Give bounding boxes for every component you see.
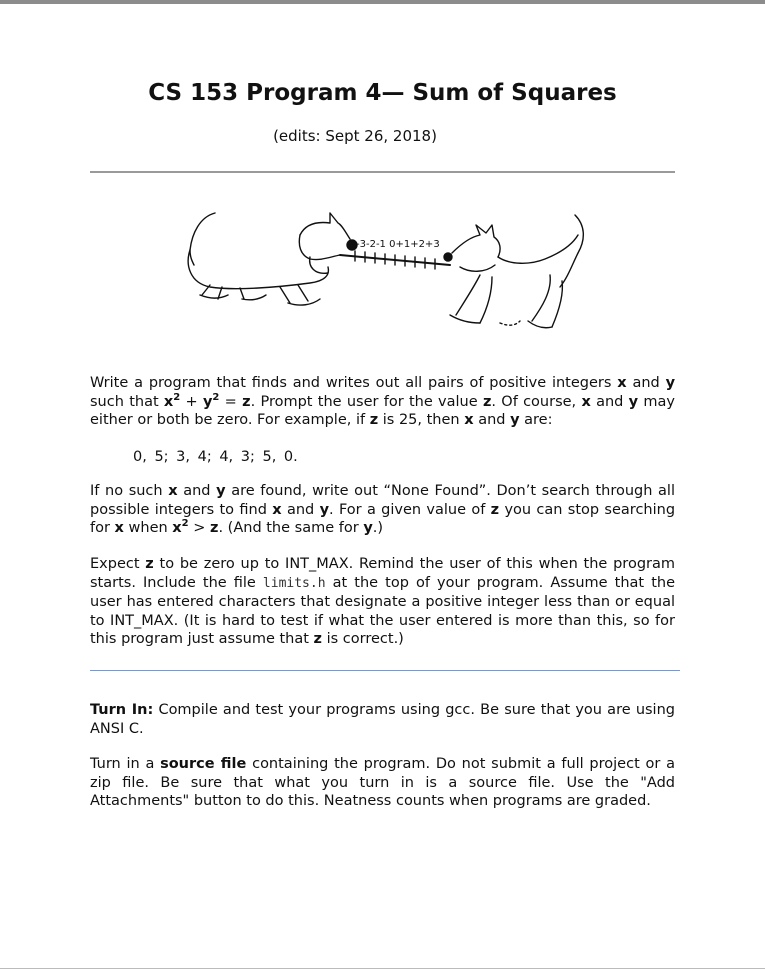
turn-in-label: Turn In: [90, 702, 154, 718]
right-dog-front-legs [456, 275, 492, 323]
intro-paragraph: Write a program that finds and writes out all pairs of positive integers x and y such that $x^2 + y^2 = z$. Prompt the user for the value z. Of course, x and y may either or both be zero. For example, if z is 25, then x and y are: [90, 375, 676, 428]
number-line-labels: -3-2-1 0+1+2+3 [356, 239, 440, 250]
none-found-paragraph: If no such x and y are found, write out “None Found”. Don’t search through all possible integers to find x and y. For a given value of z you can stop searching for x when $x^2 > z$. (And the same for y.) [90, 483, 676, 536]
right-dog-body [498, 235, 578, 263]
divider-bottom [90, 670, 680, 671]
submission-paragraph: Turn in a source file containing the program. Do not submit a full project or a zip file. Be sure that what you turn in is a source file. Use the "Add Attachments" button to do this. Neatness counts when programs are graded. [90, 756, 675, 809]
turn-in-paragraph: Turn In: Compile and test your programs using gcc. Be sure that you are using ANSI C. [90, 702, 675, 737]
right-dog-head [452, 225, 500, 257]
right-end-ball [444, 253, 452, 261]
limits-file-name: limits.h [262, 575, 326, 591]
edits-date: (edits: Sept 26, 2018) [273, 127, 437, 145]
top-border [0, 0, 765, 4]
left-dog-body [188, 250, 328, 289]
left-dog-head [300, 213, 350, 239]
int-max-paragraph: Expect z to be zero up to INT_MAX. Remind the user of this when the program starts. Include the file limits.h at the top of your program. Assume that the user has entered characters that designate a positive integer less than or equal to INT_MAX. (It is hard to test if what the user entered is more than this, so for this program just assume that z is correct.) [90, 556, 675, 647]
right-dog-tail [560, 215, 583, 287]
page-title: CS 153 Program 4— Sum of Squares [148, 80, 617, 106]
divider-top [90, 171, 675, 173]
right-dog-back-legs [532, 275, 562, 327]
dogs-number-line-illustration [180, 195, 600, 345]
left-dog-tail [190, 213, 215, 265]
bottom-border [0, 968, 765, 974]
example-pairs: 0, 5; 3, 4; 4, 3; 5, 0. [133, 449, 298, 465]
